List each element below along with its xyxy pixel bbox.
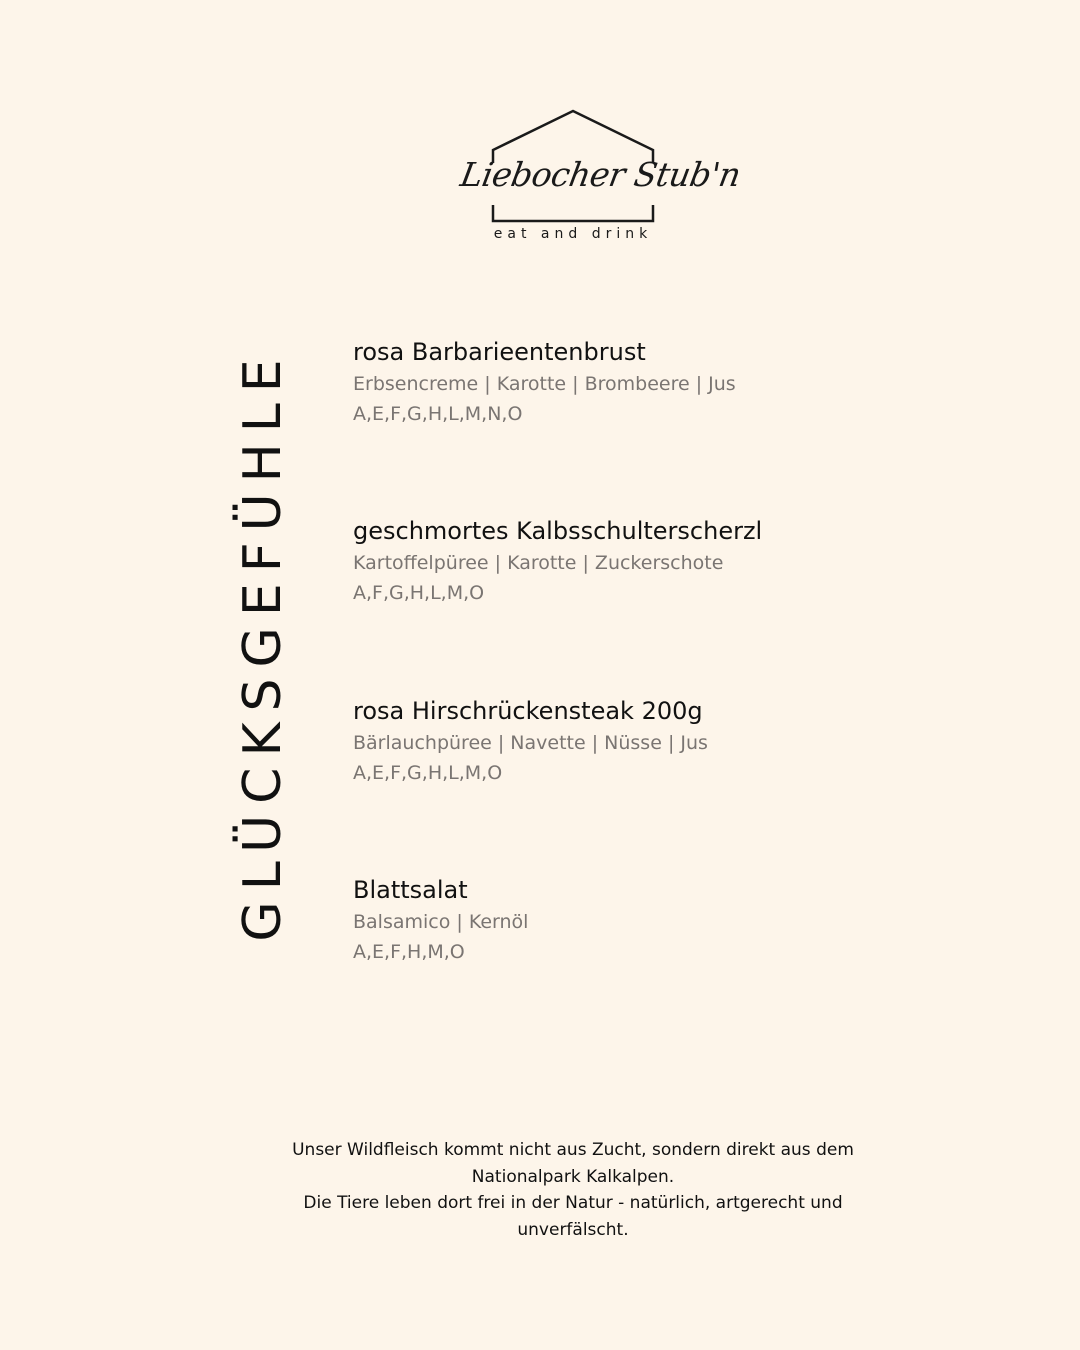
dish-allergens: A,E,F,G,H,L,M,N,O <box>353 403 523 425</box>
dish-allergens: A,E,F,G,H,L,M,O <box>353 762 503 784</box>
menu-item <box>353 515 762 608</box>
logo-wordmark: Liebocher Stub'n <box>457 155 744 194</box>
dish-sides: Bärlauchpüree | Navette | Nüsse | Jus <box>353 732 708 754</box>
logo-tagline: eat and drink <box>493 226 653 242</box>
menu-item <box>353 695 708 788</box>
footer-paragraph: Die Tiere leben dort frei in der Natur - natürlich, artgerecht und unverfälscht. <box>303 1193 843 1240</box>
dish-allergens: A,E,F,H,M,O <box>353 941 465 963</box>
restaurant-logo <box>455 105 744 250</box>
dish-name: rosa Barbarieentenbrust <box>353 338 646 366</box>
dish-name: rosa Hirschrückensteak 200g <box>353 697 703 725</box>
menu-item <box>353 874 528 967</box>
dish-sides: Kartoffelpüree | Karotte | Zuckerschote <box>353 552 724 574</box>
dish-sides: Erbsencreme | Karotte | Brombeere | Jus <box>353 373 736 395</box>
dish-name: Blattsalat <box>353 876 468 904</box>
dish-allergens: A,F,G,H,L,M,O <box>353 582 485 604</box>
section-title: GLÜCKSGEFÜHLE <box>233 348 293 942</box>
footer-note <box>270 1137 876 1243</box>
menu-item <box>353 336 736 429</box>
dish-sides: Balsamico | Kernöl <box>353 911 529 933</box>
dish-name: geschmortes Kalbsschulterscherzl <box>353 517 763 545</box>
footer-paragraph: Unser Wildfleisch kommt nicht aus Zucht, sondern direkt aus dem Nationalpark Kalkalpen. <box>292 1140 854 1187</box>
